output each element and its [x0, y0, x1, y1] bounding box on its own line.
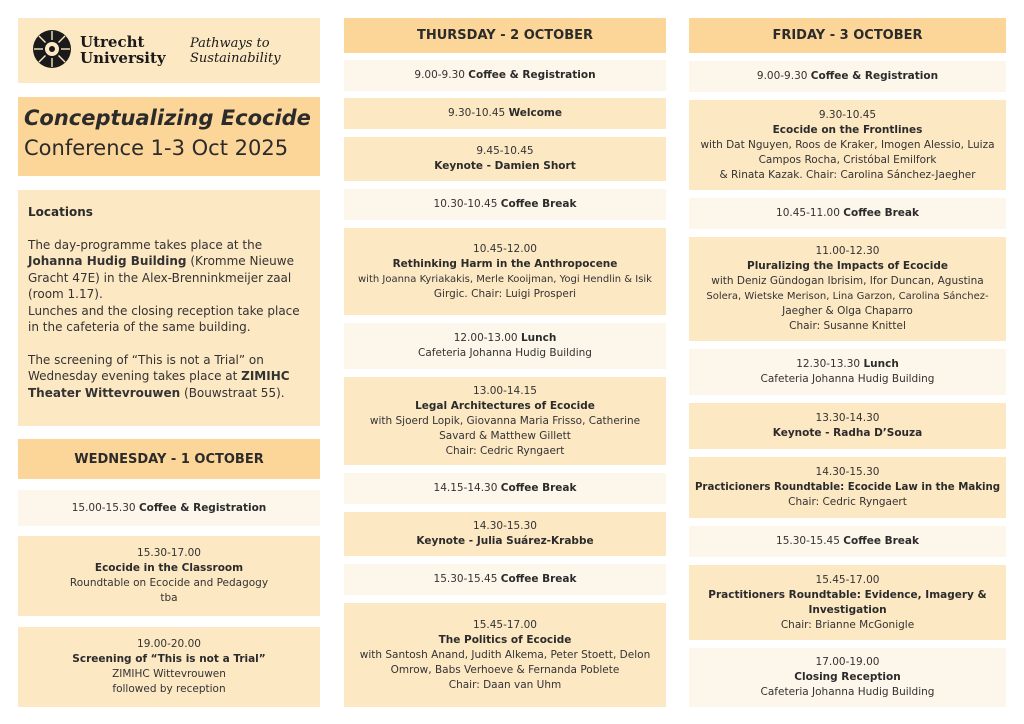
session-card: 14.30-15.30 Keynote - Julia Suárez-Krabbe — [344, 512, 666, 556]
locations-panel — [18, 190, 320, 426]
session-card: 15.45-17.00 Practitioners Roundtable: Evidence, Imagery & Investigation Chair: Brianne McGonigle — [689, 565, 1006, 640]
session-card: 19.00-20.00 Screening of “This is not a Trial” ZIMIHC Wittevrouwen followed by reception — [18, 627, 320, 707]
session-card: 10.45-12.00 Rethinking Harm in the Anthropocene with Joanna Kyriakakis, Merle Kooijman, Yogi Hendlin & Isik Girgic. Chair: Luigi Prosperi — [344, 228, 666, 315]
session-card: 15.30-15.45 Coffee Break — [689, 526, 1006, 557]
session-card: 9.30-10.45 Ecocide on the Frontlines with Dat Nguyen, Roos de Kraker, Imogen Alessio, Luiza Campos Rocha, Cristóbal Emilfork & Rinata Kazak. Chair: Carolina Sánchez-Jaegher — [689, 100, 1006, 190]
university-name: Utrecht University — [80, 33, 166, 67]
locations-paragraph: The screening of “This is not a Trial” on Wednesday evening takes place at ZIMIHC Theater Wittevrouwen (Bouwstraat 55). — [28, 352, 290, 400]
session-card: 13.30-14.30 Keynote - Radha D’Souza — [689, 403, 1006, 449]
session-card: 15.00-15.30 Coffee & Registration — [18, 490, 320, 526]
session-card: 9.00-9.30 Coffee & Registration — [344, 60, 666, 91]
session-card: 17.00-19.00 Closing Reception Cafeteria Johanna Hudig Building — [689, 648, 1006, 707]
session-card: 13.00-14.15 Legal Architectures of Ecocide with Sjoerd Lopik, Giovanna Maria Frisso, Catherine Savard & Matthew Gillett Chair: Cedric Ryngaert — [344, 377, 666, 465]
session-card: 9.30-10.45 Welcome — [344, 98, 666, 129]
locations-paragraph: The day-programme takes place at the Johanna Hudig Building (Kromme Nieuwe Gracht 47E) in the Alex-Brenninkmeijer zaal (room 1.17). — [28, 237, 294, 301]
page-title: Conceptualizing Ecocide — [24, 106, 311, 130]
session-card: 12.00-13.00 Lunch Cafeteria Johanna Hudig Building — [344, 323, 666, 369]
wednesday-heading: WEDNESDAY - 1 OCTOBER — [18, 439, 320, 479]
session-card: 15.45-17.00 The Politics of Ecocide with Santosh Anand, Judith Alkema, Peter Stoett, Delon Omrow, Babs Verhoeve & Fernanda Poblete Chair: Daan van Uhm — [344, 603, 666, 707]
thursday-heading: THURSDAY - 2 OCTOBER — [344, 18, 666, 53]
session-card: 11.00-12.30 Pluralizing the Impacts of Ecocide with Deniz Gündogan Ibrisim, Ifor Duncan, Agustina Solera, Wietske Merison, Lina Garzon, Carolina Sánchez- Jaegher & Olga Chaparro Chair: Susanne Knittel — [689, 237, 1006, 341]
locations-paragraph: Lunches and the closing reception take place in the cafeteria of the same building. — [28, 303, 300, 334]
locations-heading: Locations — [28, 205, 93, 219]
session-card: 15.30-15.45 Coffee Break — [344, 564, 666, 595]
session-card: 14.15-14.30 Coffee Break — [344, 473, 666, 504]
conference-title — [18, 97, 320, 176]
friday-heading: FRIDAY - 3 OCTOBER — [689, 18, 1006, 53]
university-seal-icon — [32, 29, 72, 69]
session-card: 9.00-9.30 Coffee & Registration — [689, 61, 1006, 92]
pathways-label: Pathways to Sustainability — [190, 36, 281, 66]
session-card: 15.30-17.00 Ecocide in the Classroom Roundtable on Ecocide and Pedagogy tba — [18, 536, 320, 616]
session-card: 14.30-15.30 Practicioners Roundtable: Ecocide Law in the Making Chair: Cedric Ryngaert — [689, 457, 1006, 518]
logo-header — [18, 18, 320, 83]
session-card: 10.45-11.00 Coffee Break — [689, 198, 1006, 229]
session-card: 12.30-13.30 Lunch Cafeteria Johanna Hudig Building — [689, 349, 1006, 395]
page-subtitle: Conference 1-3 Oct 2025 — [24, 136, 289, 160]
session-card: 9.45-10.45 Keynote - Damien Short — [344, 137, 666, 181]
session-card: 10.30-10.45 Coffee Break — [344, 189, 666, 220]
